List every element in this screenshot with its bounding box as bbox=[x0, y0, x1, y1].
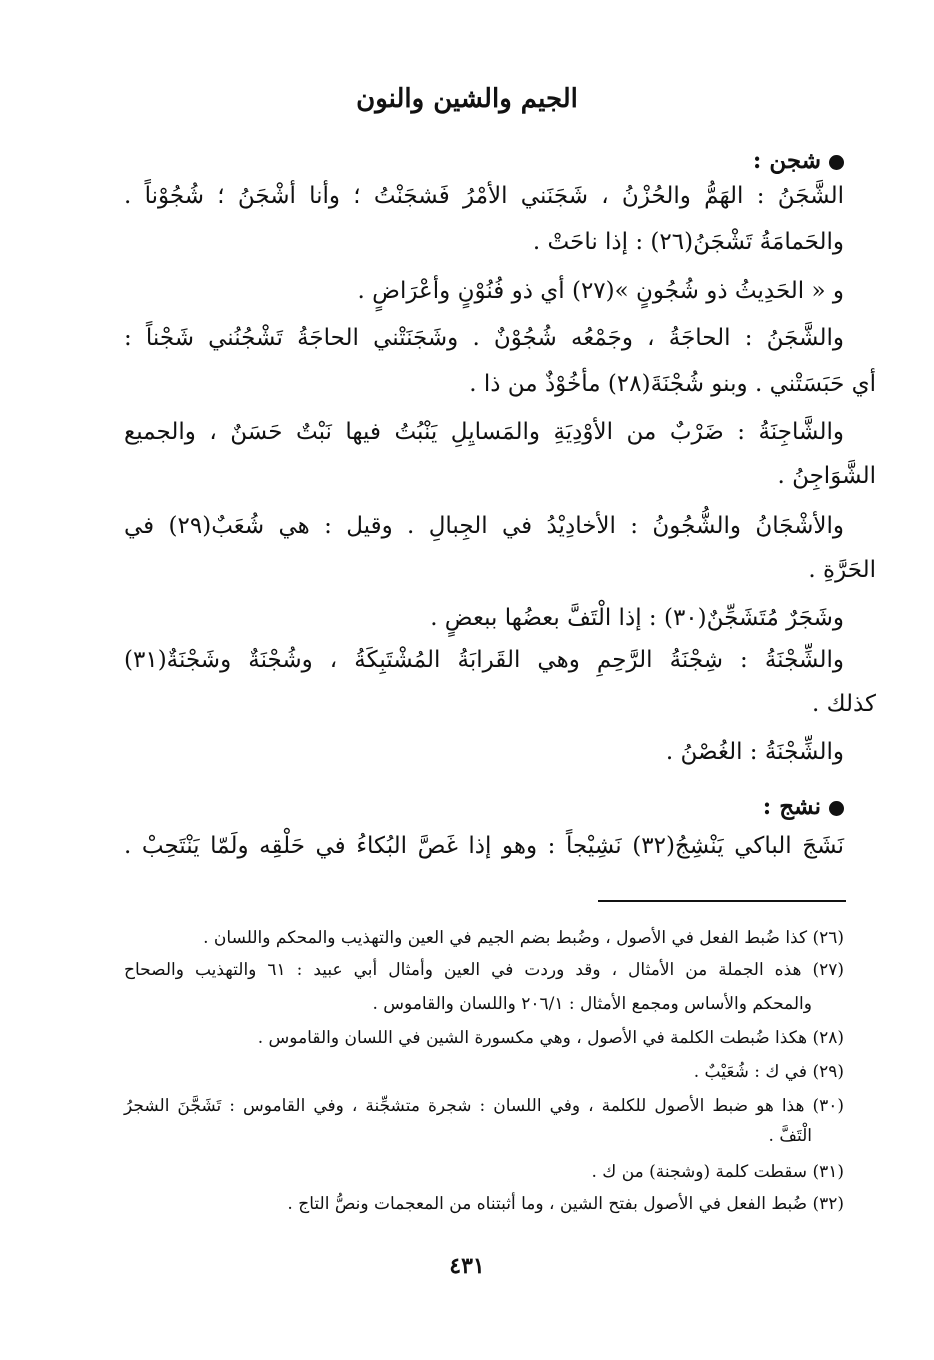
entry-line: الحَرَّةِ . bbox=[808, 557, 876, 583]
entry-line: والحَمامَةُ تَشْجَنُ(٢٦) : إذا ناحَتْ . bbox=[532, 229, 844, 255]
entry-line: أي حَبَسَتْني . وبنو شُجْنَةَ(٢٨) مأخُوْذٌ من ذا . bbox=[469, 371, 876, 397]
entry-line: والأشْجَانُ والشُّجُونُ : الأخادِيْدُ في الجِبالِ . وقيل : هي شُعَبٌ(٢٩) في bbox=[124, 513, 844, 539]
bullet-icon bbox=[829, 801, 844, 816]
entry-heading-nashaj bbox=[124, 784, 844, 829]
footnote: (٢٧) هذه الجملة من الأمثال ، وقد وردت في العين وأمثال أبي عبيد : ٦١ والتهذيب والصحاح bbox=[124, 960, 844, 980]
entry-line: والشَّجَنُ : الحاجَةُ ، وجَمْعُه شُجُوْنٌ . وشَجَنَتْني الحاجَةُ تَشْجُنُني شَجْناً : bbox=[124, 325, 844, 351]
entry-line: نَشَجَ الباكي يَنْشِجُ(٣٢) نَشِيْجاً : وهو إذا غَصَّ البُكاءُ في حَلْقِه ولَمّا يَنْتَحِبْ . bbox=[124, 833, 844, 859]
footnote: (٣٠) هذا هو ضبط الأصول للكلمة ، وفي اللسان : شجرة متشجِّنة ، وفي القاموس : تَشَجَّنَ الشجرُ bbox=[124, 1096, 844, 1116]
footnote: (٣٢) ضُبط الفعل في الأصول بفتح الشين ، وما أثبتناه من المعجمات ونصُّ التاج . bbox=[287, 1194, 844, 1214]
page-number: ٤٣١ bbox=[449, 1253, 485, 1279]
entry-line: والشَّاجِنَةُ : ضَرْبٌ من الأوْدِيَةِ والمَسايِلِ يَنْبُتُ فيها نَبْتٌ حَسَنٌ ، والجميع bbox=[124, 419, 844, 445]
entry-line: الشَّجَنُ : الهَمُّ والحُزْنُ ، شَجَنَني الأمْرُ فَشجَنْتُ ؛ وأنا أشْجَنُ ؛ شُجُوْناً . bbox=[124, 183, 844, 209]
page-header-title: الجيم والشين والنون bbox=[356, 84, 578, 114]
entry-heading-label: نشج : bbox=[762, 793, 821, 820]
bullet-icon bbox=[829, 155, 844, 170]
entry-line: والشِّجْنَةُ : الغُصْنُ . bbox=[665, 739, 844, 765]
footnote-separator bbox=[598, 900, 846, 902]
entry-line: وشَجَرٌ مُتَشَجِّنٌ(٣٠) : إذا الْتَفَّ بعضُها ببعضٍ . bbox=[430, 605, 844, 631]
footnote: (٣١) سقطت كلمة (وشجنة) من ك . bbox=[591, 1162, 844, 1182]
footnote: (٢٩) في ك : شُعَيْبٌ . bbox=[693, 1062, 844, 1082]
entry-heading-label: شجن : bbox=[752, 147, 821, 174]
footnote: (٢٦) كذا ضُبط الفعل في الأصول ، وضُبط بضم الجيم في العين والتهذيب والمحكم واللسان . bbox=[203, 928, 844, 948]
entry-line: و « الحَدِيثُ ذو شُجُونٍ »(٢٧) أي ذو فُنُوْنٍ وأعْرَاضٍ . bbox=[357, 278, 844, 304]
entry-line: الشَّوَاجِنُ . bbox=[777, 463, 876, 489]
entry-line: كذلك . bbox=[811, 691, 876, 717]
footnote-continuation: والمحكم والأساس ومجمع الأمثال : ٢٠٦/١ واللسان والقاموس . bbox=[372, 994, 812, 1014]
footnote: (٢٨) هكذا ضُبطت الكلمة في الأصول ، وهي مكسورة الشين في اللسان والقاموس . bbox=[257, 1028, 844, 1048]
entry-line: والشِّجْنَةُ : شِجْنَةُ الرَّحِمِ وهي القَرابَةُ المُشْتَبِكَةُ ، وشُجْنَةٌ وشَجْنَةٌ(٣١) bbox=[124, 647, 844, 673]
footnote-continuation: الْتَفَّ . bbox=[768, 1126, 812, 1146]
